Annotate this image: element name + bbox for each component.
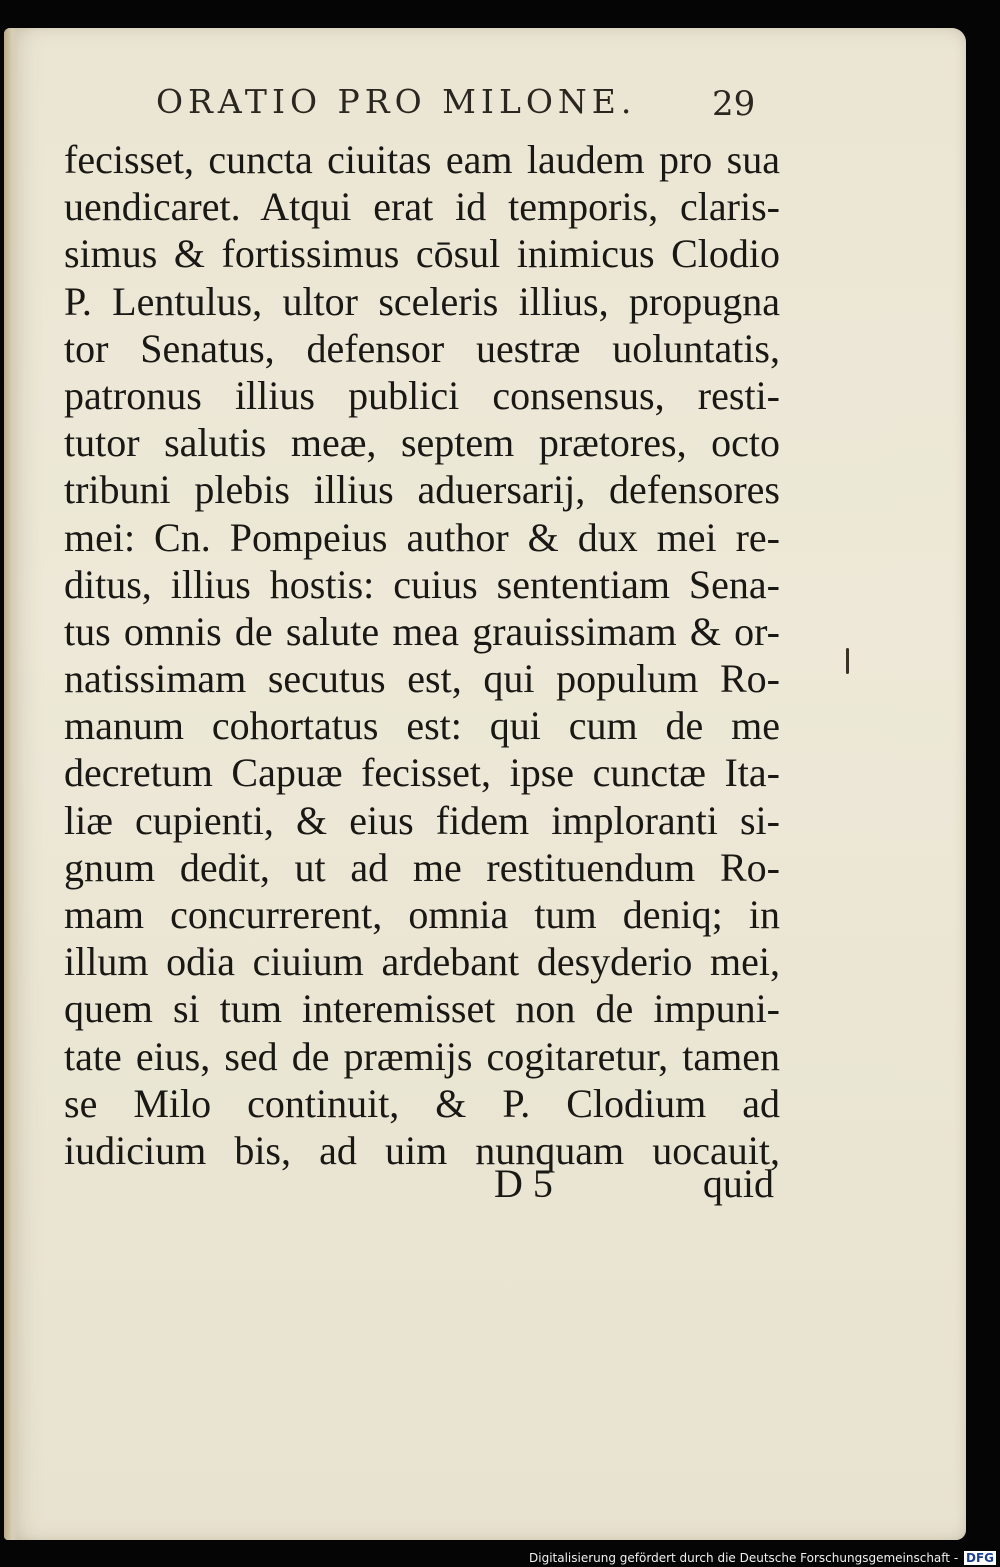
page-footer <box>470 1160 780 1206</box>
page-number: 29 <box>712 84 756 124</box>
dfg-logo: DFG <box>965 1551 994 1565</box>
text-line: iudicium bis, ad uim nunquam uocauit, <box>64 1127 780 1173</box>
text-line: mei: Cn. Pompeius author & dux mei re- <box>64 514 780 560</box>
page-header <box>156 82 756 130</box>
text-line: tor Senatus, defensor uestræ uoluntatis, <box>64 325 780 371</box>
digitization-credit <box>529 1551 996 1565</box>
text-line: uendicaret. Atqui erat id temporis, claris- <box>64 184 780 230</box>
credit-text: Digitalisierung gefördert durch die Deutsche Forschungsgemeinschaft - <box>529 1551 959 1565</box>
page-gutter-shadow <box>4 28 18 1540</box>
text-line: decretum Capuæ fecisset, ipse cunctæ Ita- <box>64 750 780 796</box>
body-text <box>64 136 780 1174</box>
text-line: fecisset, cuncta ciuitas eam laudem pro sua <box>64 137 780 182</box>
margin-mark <box>846 648 849 674</box>
text-line: simus & fortissimus cōsul inimicus Clodio <box>64 231 780 277</box>
text-line: se Milo continuit, & P. Clodium ad <box>64 1080 780 1126</box>
text-line: tate eius, sed de præmijs cogitaretur, tamen <box>64 1033 780 1079</box>
text-line: tutor salutis meæ, septem prætores, octo <box>64 420 780 466</box>
signature-mark: D 5 <box>494 1161 553 1206</box>
text-line: patronus illius publici consensus, resti- <box>64 372 780 418</box>
text-line: manum cohortatus est: qui cum de me <box>64 703 780 749</box>
catchword: quid <box>702 1161 774 1206</box>
text-line: quem si tum interemisset non de impuni- <box>64 986 780 1032</box>
text-line: tus omnis de salute mea grauissimam & or- <box>64 608 780 654</box>
text-line: gnum dedit, ut ad me restituendum Ro- <box>64 844 780 890</box>
text-line: ditus, illius hostis: cuius sententiam Sena- <box>64 561 780 607</box>
text-line: liæ cupienti, & eius fidem imploranti si- <box>64 797 780 843</box>
running-title: ORATIO PRO MILONE. <box>156 82 637 121</box>
text-line: mam concurrerent, omnia tum deniq; in <box>64 892 780 937</box>
text-line: natissimam secutus est, qui populum Ro- <box>64 656 780 702</box>
text-line: tribuni plebis illius aduersarij, defensores <box>64 467 780 513</box>
text-line: illum odia ciuium ardebant desyderio mei, <box>64 939 780 985</box>
text-line: P. Lentulus, ultor sceleris illius, propugna <box>64 278 780 324</box>
